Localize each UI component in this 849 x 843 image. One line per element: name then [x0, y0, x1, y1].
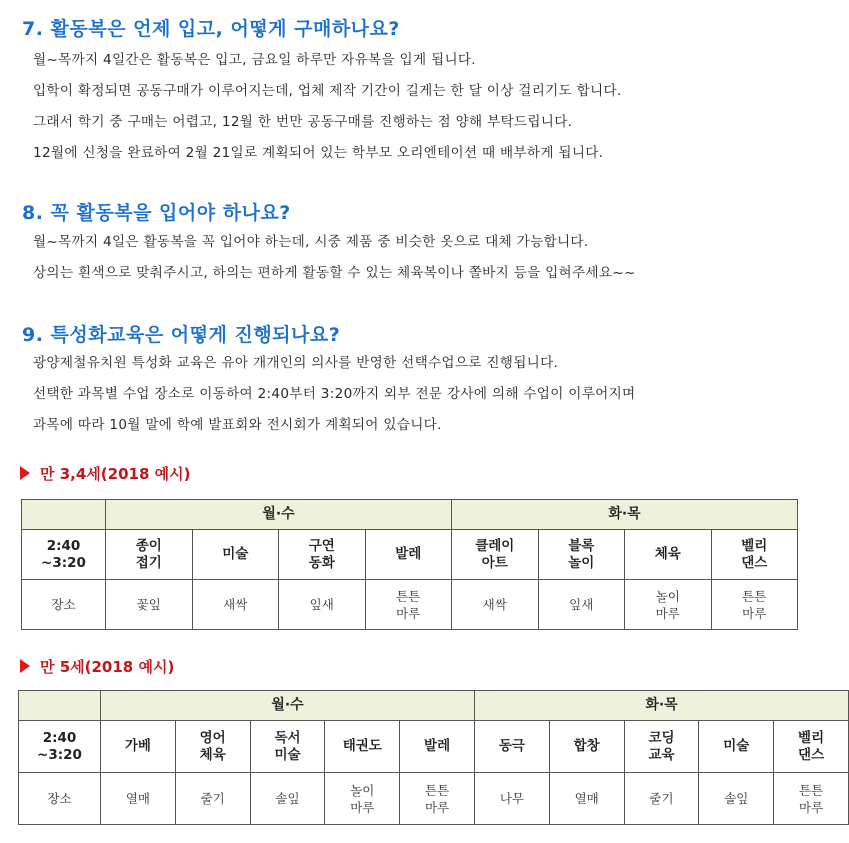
- place-cell: 줄기: [175, 773, 250, 825]
- subject-cell: 벨리 댄스: [774, 721, 849, 773]
- group-header-tue-thu: 화·목: [475, 691, 849, 721]
- place-cell: 줄기: [624, 773, 699, 825]
- age-5-heading-text: 만 5세(2018 예시): [40, 658, 175, 676]
- age-3-4-section-heading: [20, 463, 190, 484]
- subject-cell: 미술: [192, 530, 279, 580]
- answer-line: 그래서 학기 중 구매는 어렵고, 12월 한 번만 공동구매를 진행하는 점 양해 부탁드립니다.: [33, 114, 573, 130]
- time-start: 2:40: [46, 537, 81, 554]
- time-cell: [22, 530, 106, 580]
- subject-cell: 벨리 댄스: [711, 530, 798, 580]
- time-start: 2:40: [42, 729, 77, 746]
- answer-line: 광양제철유치원 특성화 교육은 유아 개개인의 의사를 반영한 선택수업으로 진행됩니다.: [33, 355, 559, 371]
- subject-cell: 구연 동화: [279, 530, 366, 580]
- question-8-answer: [33, 227, 636, 289]
- subject-cell: 코딩 교육: [624, 721, 699, 773]
- question-7-title: 7. 활동복은 언제 입고, 어떻게 구매하나요?: [22, 18, 400, 40]
- table-header-row: [19, 691, 849, 721]
- empty-corner-cell: [19, 691, 101, 721]
- subject-cell: 합창: [549, 721, 624, 773]
- subject-cell: 종이 접기: [106, 530, 193, 580]
- subject-cell: 영어 체육: [175, 721, 250, 773]
- answer-line: 12월에 신청을 완료하여 2월 21일로 계획되어 있는 학부모 오리엔테이션 때 배부하게 됩니다.: [33, 145, 604, 161]
- answer-line: 선택한 과목별 수업 장소로 이동하여 2:40부터 3:20까지 외부 전문 강사에 의해 수업이 이루어지며: [33, 386, 636, 402]
- age-5-section-heading: [20, 656, 174, 677]
- subject-cell: 블록 놀이: [538, 530, 625, 580]
- answer-line: 상의는 흰색으로 맞춰주시고, 하의는 편하게 활동할 수 있는 체육복이나 쫄바지 등을 입혀주세요~~: [33, 265, 636, 281]
- group-header-mon-wed: 월·수: [106, 500, 452, 530]
- place-cell: 튼튼 마루: [774, 773, 849, 825]
- place-cell: 튼튼 마루: [711, 580, 798, 630]
- time-end: ~3:20: [37, 746, 82, 763]
- place-cell: 놀이 마루: [325, 773, 400, 825]
- place-cell: 열매: [549, 773, 624, 825]
- subject-cell: 체육: [625, 530, 712, 580]
- question-9-answer: [33, 348, 635, 441]
- table-header-row: [22, 500, 798, 530]
- place-row: [19, 773, 849, 825]
- empty-corner-cell: [22, 500, 106, 530]
- place-cell: 꽃잎: [106, 580, 193, 630]
- age-3-4-heading-text: 만 3,4세(2018 예시): [40, 465, 191, 483]
- place-cell: 튼튼 마루: [365, 580, 452, 630]
- place-label-cell: 장소: [22, 580, 106, 630]
- triangle-bullet-icon: [20, 659, 30, 673]
- place-cell: 솔잎: [699, 773, 774, 825]
- place-cell: 나무: [475, 773, 550, 825]
- subject-cell: 클레이 아트: [452, 530, 539, 580]
- question-9-title: 9. 특성화교육은 어떻게 진행되나요?: [22, 324, 341, 346]
- place-cell: 놀이 마루: [625, 580, 712, 630]
- answer-line: 월~목까지 4일은 활동복을 꼭 입어야 하는데, 시중 제품 중 비슷한 옷으로 대체 가능합니다.: [33, 234, 589, 250]
- subject-cell: 동극: [475, 721, 550, 773]
- place-cell: 새싹: [452, 580, 539, 630]
- place-label-cell: 장소: [19, 773, 101, 825]
- place-row: [22, 580, 798, 630]
- age-5-schedule-table: [18, 690, 849, 825]
- place-cell: 잎새: [538, 580, 625, 630]
- place-cell: 열매: [101, 773, 176, 825]
- answer-line: 입학이 확정되면 공동구매가 이루어지는데, 업체 제작 기간이 길게는 한 달 이상 걸리기도 합니다.: [33, 83, 622, 99]
- question-7-answer: [33, 45, 622, 169]
- subject-row: [19, 721, 849, 773]
- subject-cell: 태권도: [325, 721, 400, 773]
- age-3-4-schedule-table: [21, 499, 798, 630]
- place-cell: 새싹: [192, 580, 279, 630]
- place-cell: 튼튼 마루: [400, 773, 475, 825]
- subject-cell: 발레: [400, 721, 475, 773]
- time-cell: [19, 721, 101, 773]
- triangle-bullet-icon: [20, 466, 30, 480]
- place-cell: 솔잎: [250, 773, 325, 825]
- subject-cell: 독서 미술: [250, 721, 325, 773]
- subject-cell: 발레: [365, 530, 452, 580]
- place-cell: 잎새: [279, 580, 366, 630]
- time-end: ~3:20: [41, 554, 86, 571]
- subject-cell: 가베: [101, 721, 176, 773]
- subject-row: [22, 530, 798, 580]
- subject-cell: 미술: [699, 721, 774, 773]
- answer-line: 과목에 따라 10월 말에 학예 발표회와 전시회가 계획되어 있습니다.: [33, 417, 442, 433]
- group-header-tue-thu: 화·목: [452, 500, 798, 530]
- group-header-mon-wed: 월·수: [101, 691, 475, 721]
- answer-line: 월~목까지 4일간은 활동복은 입고, 금요일 하루만 자유복을 입게 됩니다.: [33, 52, 476, 68]
- question-8-title: 8. 꼭 활동복을 입어야 하나요?: [22, 202, 291, 224]
